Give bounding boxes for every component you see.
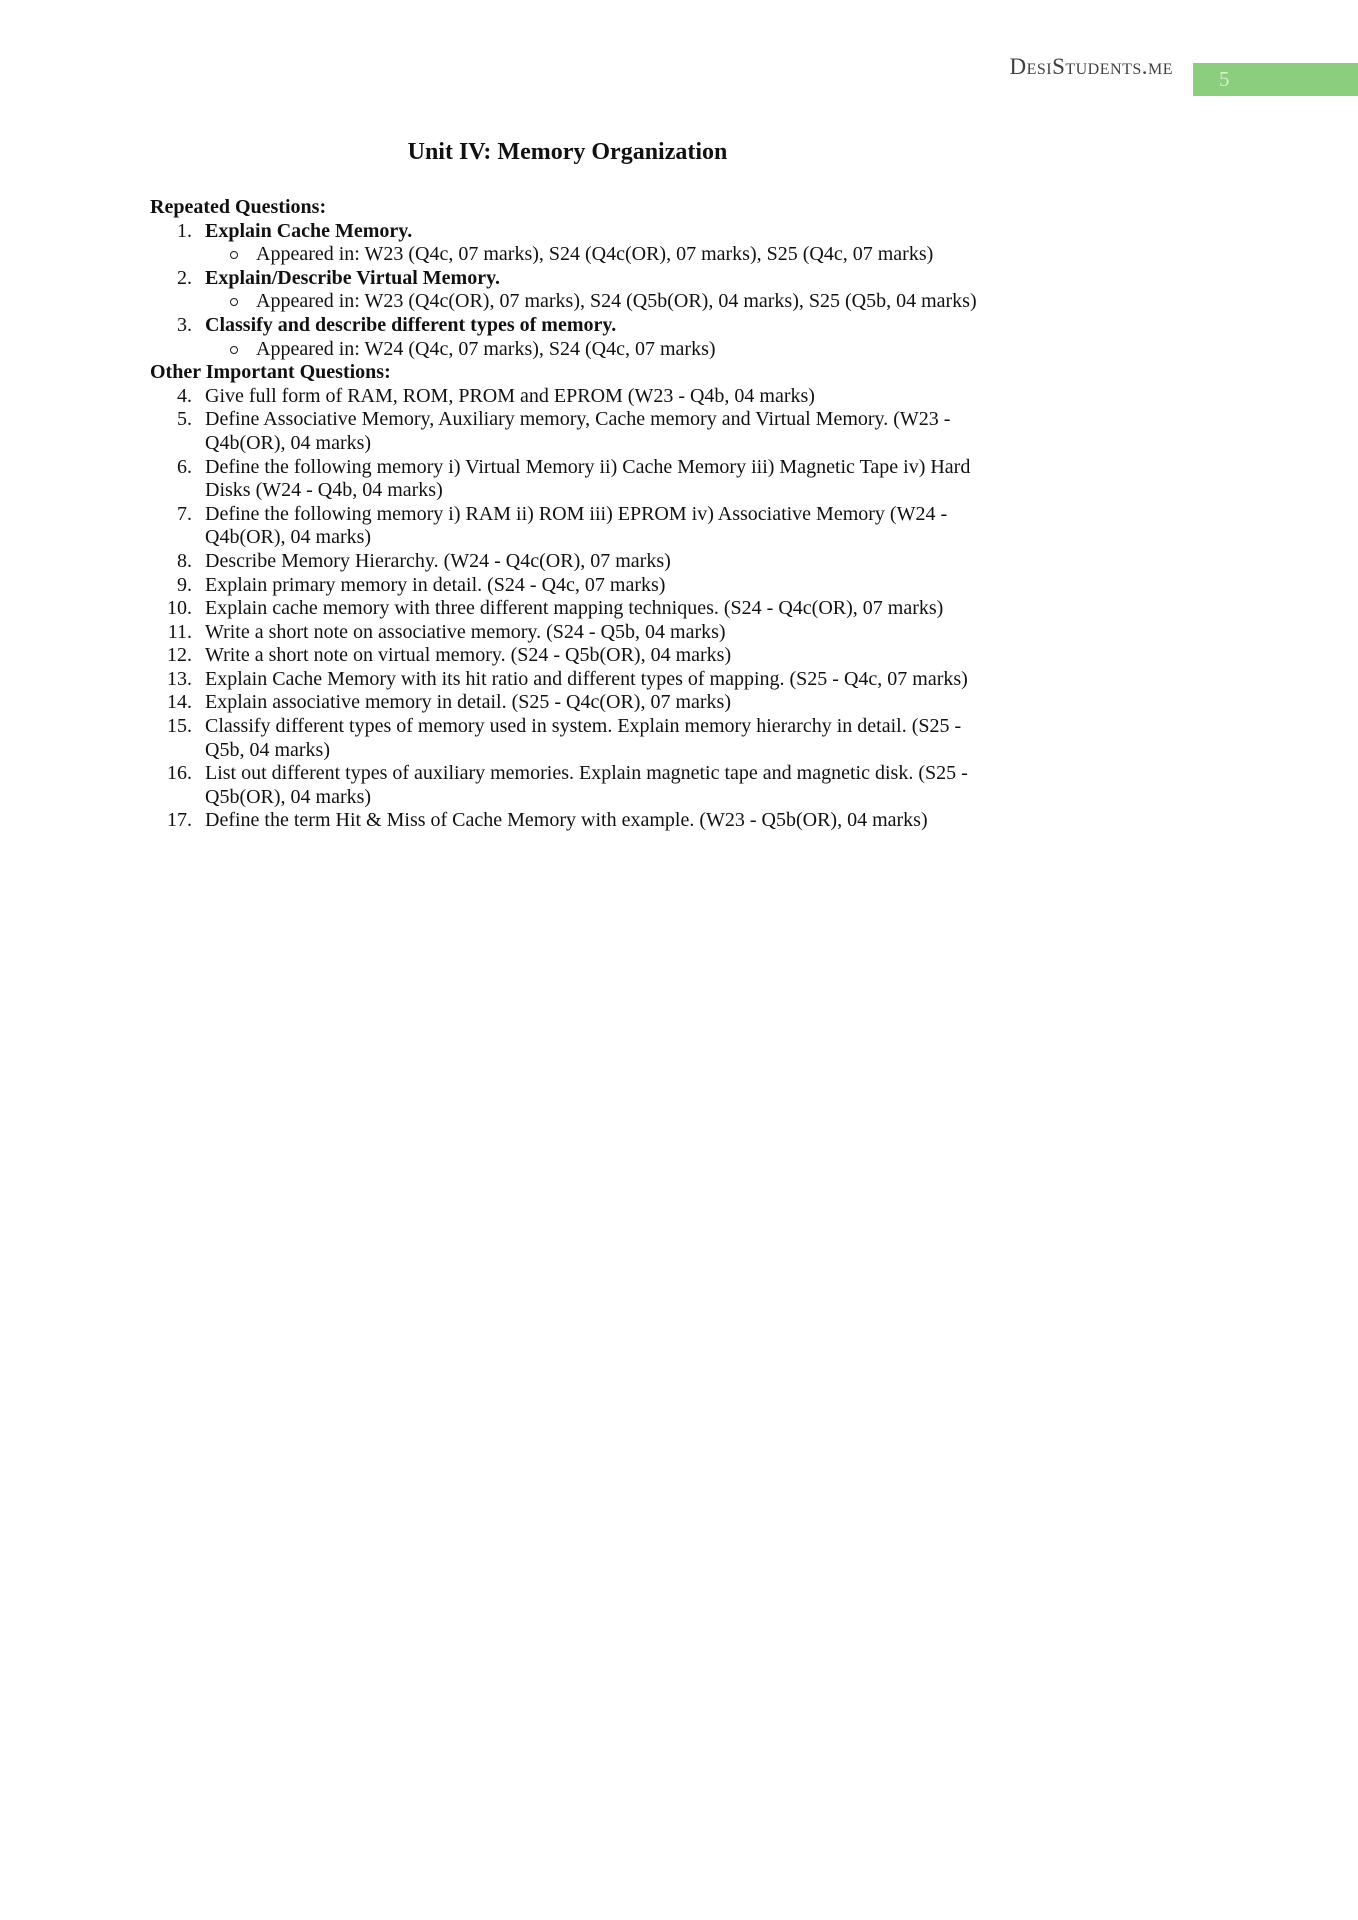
site-name: DesiStudents.me (1009, 54, 1173, 79)
question-text: Explain primary memory in detail. (S24 - Q4c, 07 marks) (205, 573, 666, 596)
question-item (150, 220, 985, 244)
question-text: Give full form of RAM, ROM, PROM and EPROM (W23 - Q4b, 04 marks) (205, 384, 815, 407)
question-text: Explain associative memory in detail. (S25 - Q4c(OR), 07 marks) (205, 691, 731, 714)
item-number: 13. (167, 667, 192, 690)
question-text: Describe Memory Hierarchy. (W24 - Q4c(OR), 07 marks) (205, 549, 671, 572)
appeared-in-text: Appeared in: W23 (Q4c, 07 marks), S24 (Q4c(OR), 07 marks), S25 (Q4c, 07 marks) (256, 243, 934, 266)
question-item (150, 574, 985, 598)
question-title: Explain/Describe Virtual Memory. (205, 266, 500, 289)
question-title: Classify and describe different types of memory. (205, 313, 617, 336)
item-number: 7. (177, 502, 192, 525)
question-text: Define Associative Memory, Auxiliary memory, Cache memory and Virtual Memory. (W23 - Q4b(OR), 04 marks) (205, 408, 951, 454)
appeared-in-text: Appeared in: W23 (Q4c(OR), 07 marks), S24 (Q5b(OR), 04 marks), S25 (Q5b, 04 marks) (256, 290, 977, 313)
question-item (150, 668, 985, 692)
question-item (150, 456, 985, 503)
question-item (150, 809, 985, 833)
item-number: 4. (177, 384, 192, 407)
question-text: Explain cache memory with three different mapping techniques. (S24 - Q4c(OR), 07 marks) (205, 597, 944, 620)
item-number: 3. (177, 313, 192, 336)
question-text: Classify different types of memory used in system. Explain memory hierarchy in detail. (S25 - Q5b, 04 marks) (205, 715, 962, 761)
question-item (150, 715, 985, 762)
question-item (150, 503, 985, 550)
item-number: 6. (177, 455, 192, 478)
item-number: 1. (177, 219, 192, 242)
circle-bullet-icon (230, 346, 238, 354)
item-number: 8. (177, 549, 192, 572)
item-number: 2. (177, 266, 192, 289)
item-number: 5. (177, 408, 192, 431)
section-heading-other: Other Important Questions: (150, 361, 391, 384)
question-item (150, 597, 985, 621)
question-item (150, 408, 985, 455)
appeared-in-item (150, 290, 985, 314)
question-text: Define the term Hit & Miss of Cache Memory with example. (W23 - Q5b(OR), 04 marks) (205, 809, 928, 832)
item-number: 12. (167, 644, 192, 667)
item-number: 16. (167, 762, 192, 785)
section-heading-repeated: Repeated Questions: (150, 196, 327, 218)
document-content (150, 138, 985, 833)
item-number: 9. (177, 573, 192, 596)
item-number: 17. (167, 809, 192, 832)
question-text: List out different types of auxiliary memories. Explain magnetic tape and magnetic disk. (S25 - Q5b(OR), 04 marks) (205, 762, 968, 808)
question-item (150, 691, 985, 715)
appeared-in-item (150, 338, 985, 362)
item-number: 11. (167, 620, 192, 643)
appeared-in-item (150, 243, 985, 267)
page-number: 5 (1219, 67, 1230, 91)
question-item (150, 314, 985, 338)
question-item (150, 644, 985, 668)
question-text: Define the following memory i) Virtual Memory ii) Cache Memory iii) Magnetic Tape iv) Hard Disks (W24 - Q4b, 04 marks) (205, 455, 971, 502)
question-item (150, 267, 985, 291)
appeared-in-text: Appeared in: W24 (Q4c, 07 marks), S24 (Q4c, 07 marks) (256, 337, 716, 360)
question-text: Write a short note on virtual memory. (S24 - Q5b(OR), 04 marks) (205, 644, 732, 667)
question-text: Write a short note on associative memory. (S24 - Q5b, 04 marks) (205, 620, 726, 643)
question-item (150, 550, 985, 574)
question-title: Explain Cache Memory. (205, 219, 413, 242)
item-number: 10. (167, 597, 192, 620)
question-text: Explain Cache Memory with its hit ratio and different types of mapping. (S25 - Q4c, 07 marks) (205, 667, 968, 690)
item-number: 14. (167, 691, 192, 714)
circle-bullet-icon (230, 251, 238, 259)
item-number: 15. (167, 715, 192, 738)
page-number-badge (1193, 63, 1358, 96)
circle-bullet-icon (230, 298, 238, 306)
question-item (150, 762, 985, 809)
question-item (150, 621, 985, 645)
page-title: Unit IV: Memory Organization (407, 139, 728, 165)
question-item (150, 385, 985, 409)
question-text: Define the following memory i) RAM ii) ROM iii) EPROM iv) Associative Memory (W24 - Q4b(OR), 04 marks) (205, 502, 948, 549)
